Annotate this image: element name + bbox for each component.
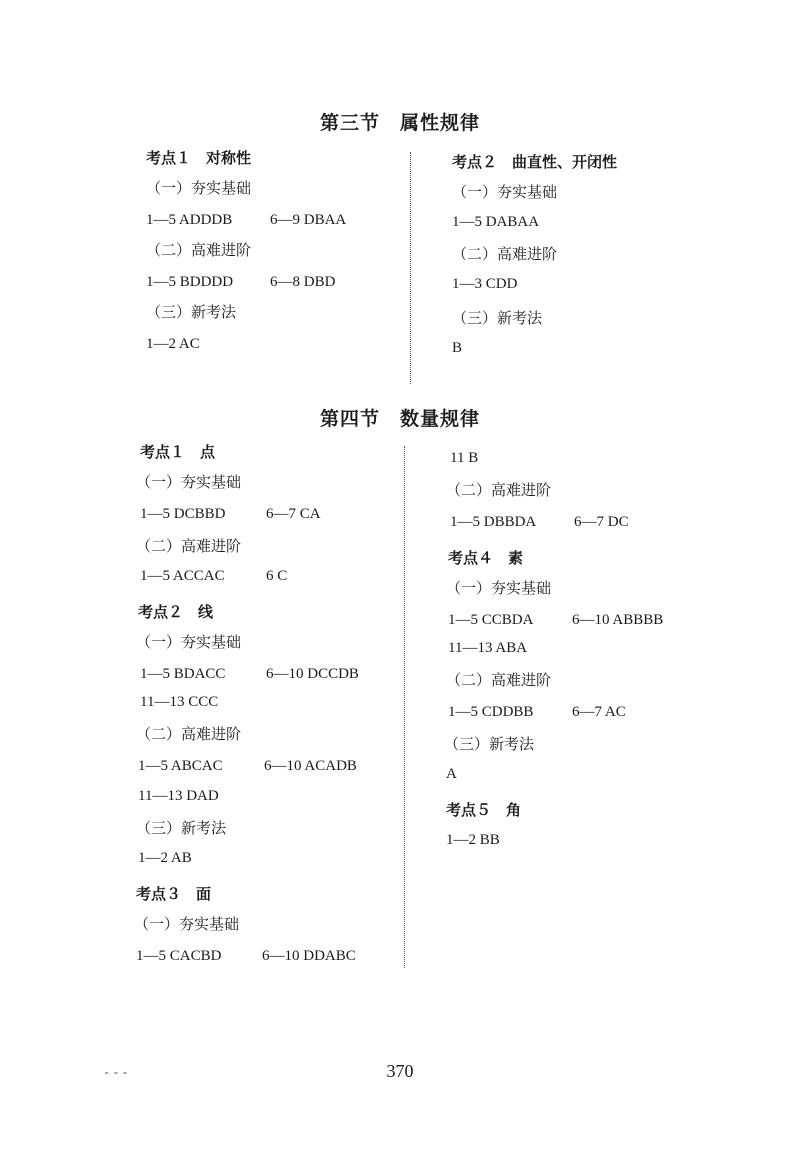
answer-item: 6—8 DBD xyxy=(270,274,336,290)
answer-item: 1—5 CACBD xyxy=(136,948,222,964)
answer-line: 1—5 DABAA xyxy=(452,214,540,230)
topic-heading: 考点５ 角 xyxy=(446,801,522,819)
category-label: （一）夯实基础 xyxy=(134,915,240,933)
answer-item: 6—7 CA xyxy=(266,506,321,522)
topic-heading: 考点２ 线 xyxy=(138,603,214,621)
answer-item: 1—5 DBBDA xyxy=(450,514,537,530)
topic-heading: 考点２ 曲直性、开闭性 xyxy=(452,153,618,171)
answer-item: 6—10 DCCDB xyxy=(266,666,359,682)
category-label: （二）高难进阶 xyxy=(446,671,552,689)
section4-left-column xyxy=(136,442,396,972)
category-label: （二）高难进阶 xyxy=(146,241,252,259)
answer-item: 6—10 DDABC xyxy=(262,948,356,964)
answer-item: 6 C xyxy=(266,568,288,584)
answer-item: 1—5 CCBDA xyxy=(448,612,534,628)
category-label: （一）夯实基础 xyxy=(146,179,252,197)
topic-heading: 考点４ 素 xyxy=(448,549,524,567)
answer-line: 11—13 ABA xyxy=(448,640,528,656)
column-divider xyxy=(404,446,405,968)
answer-line: 1—3 CDD xyxy=(452,276,518,292)
topic-heading: 考点３ 面 xyxy=(136,885,212,903)
category-label: （二）高难进阶 xyxy=(452,245,558,263)
answer-item: 1—5 ACCAC xyxy=(140,568,225,584)
answer-line: 11—13 CCC xyxy=(140,694,219,710)
category-label: （二）高难进阶 xyxy=(136,537,242,555)
column-divider xyxy=(410,152,411,384)
answer-item: 1—5 BDACC xyxy=(140,666,226,682)
answer-item: 6—10 ACADB xyxy=(264,758,357,774)
answer-line: 11—13 DAD xyxy=(138,788,219,804)
answer-line: 1—2 AB xyxy=(138,850,192,866)
answer-line: 1—2 BB xyxy=(446,832,500,848)
category-label: （一）夯实基础 xyxy=(136,633,242,651)
topic-heading: 考点１ 对称性 xyxy=(146,149,252,167)
category-label: （一）夯实基础 xyxy=(446,579,552,597)
category-label: （三）新考法 xyxy=(136,819,227,837)
answer-line: 1—2 AC xyxy=(146,336,200,352)
section-title: 第三节 属性规律 xyxy=(319,112,480,134)
category-label: （三）新考法 xyxy=(452,309,543,327)
answer-item: 1—5 ADDDB xyxy=(146,212,233,228)
answer-item: 1—5 CDDBB xyxy=(448,704,534,720)
answer-item: 1—5 ABCAC xyxy=(138,758,223,774)
answer-item: 1—5 BDDDD xyxy=(146,274,234,290)
section4-right-column xyxy=(446,448,766,858)
category-label: （二）高难进阶 xyxy=(446,481,552,499)
answer-item: 1—5 DCBBD xyxy=(140,506,226,522)
answer-line: A xyxy=(446,766,457,782)
answer-item: 6—10 ABBBB xyxy=(572,612,664,628)
topic-heading: 考点１ 点 xyxy=(140,443,216,461)
section3-left-column xyxy=(146,148,396,378)
category-label: （三）新考法 xyxy=(146,303,237,321)
answer-item: 6—9 DBAA xyxy=(270,212,347,228)
answer-item: 6—7 DC xyxy=(574,514,629,530)
answer-line: 11 B xyxy=(450,450,479,466)
page-number: 370 xyxy=(386,1061,414,1081)
section-title: 第四节 数量规律 xyxy=(319,408,480,430)
category-label: （二）高难进阶 xyxy=(136,725,242,743)
category-label: （一）夯实基础 xyxy=(136,473,242,491)
answer-item: 6—7 AC xyxy=(572,704,626,720)
category-label: （三）新考法 xyxy=(444,735,535,753)
category-label: （一）夯实基础 xyxy=(452,183,558,201)
footer-marks: --- xyxy=(103,1066,131,1080)
section3-right-column xyxy=(452,152,752,382)
answer-line: B xyxy=(452,340,463,356)
